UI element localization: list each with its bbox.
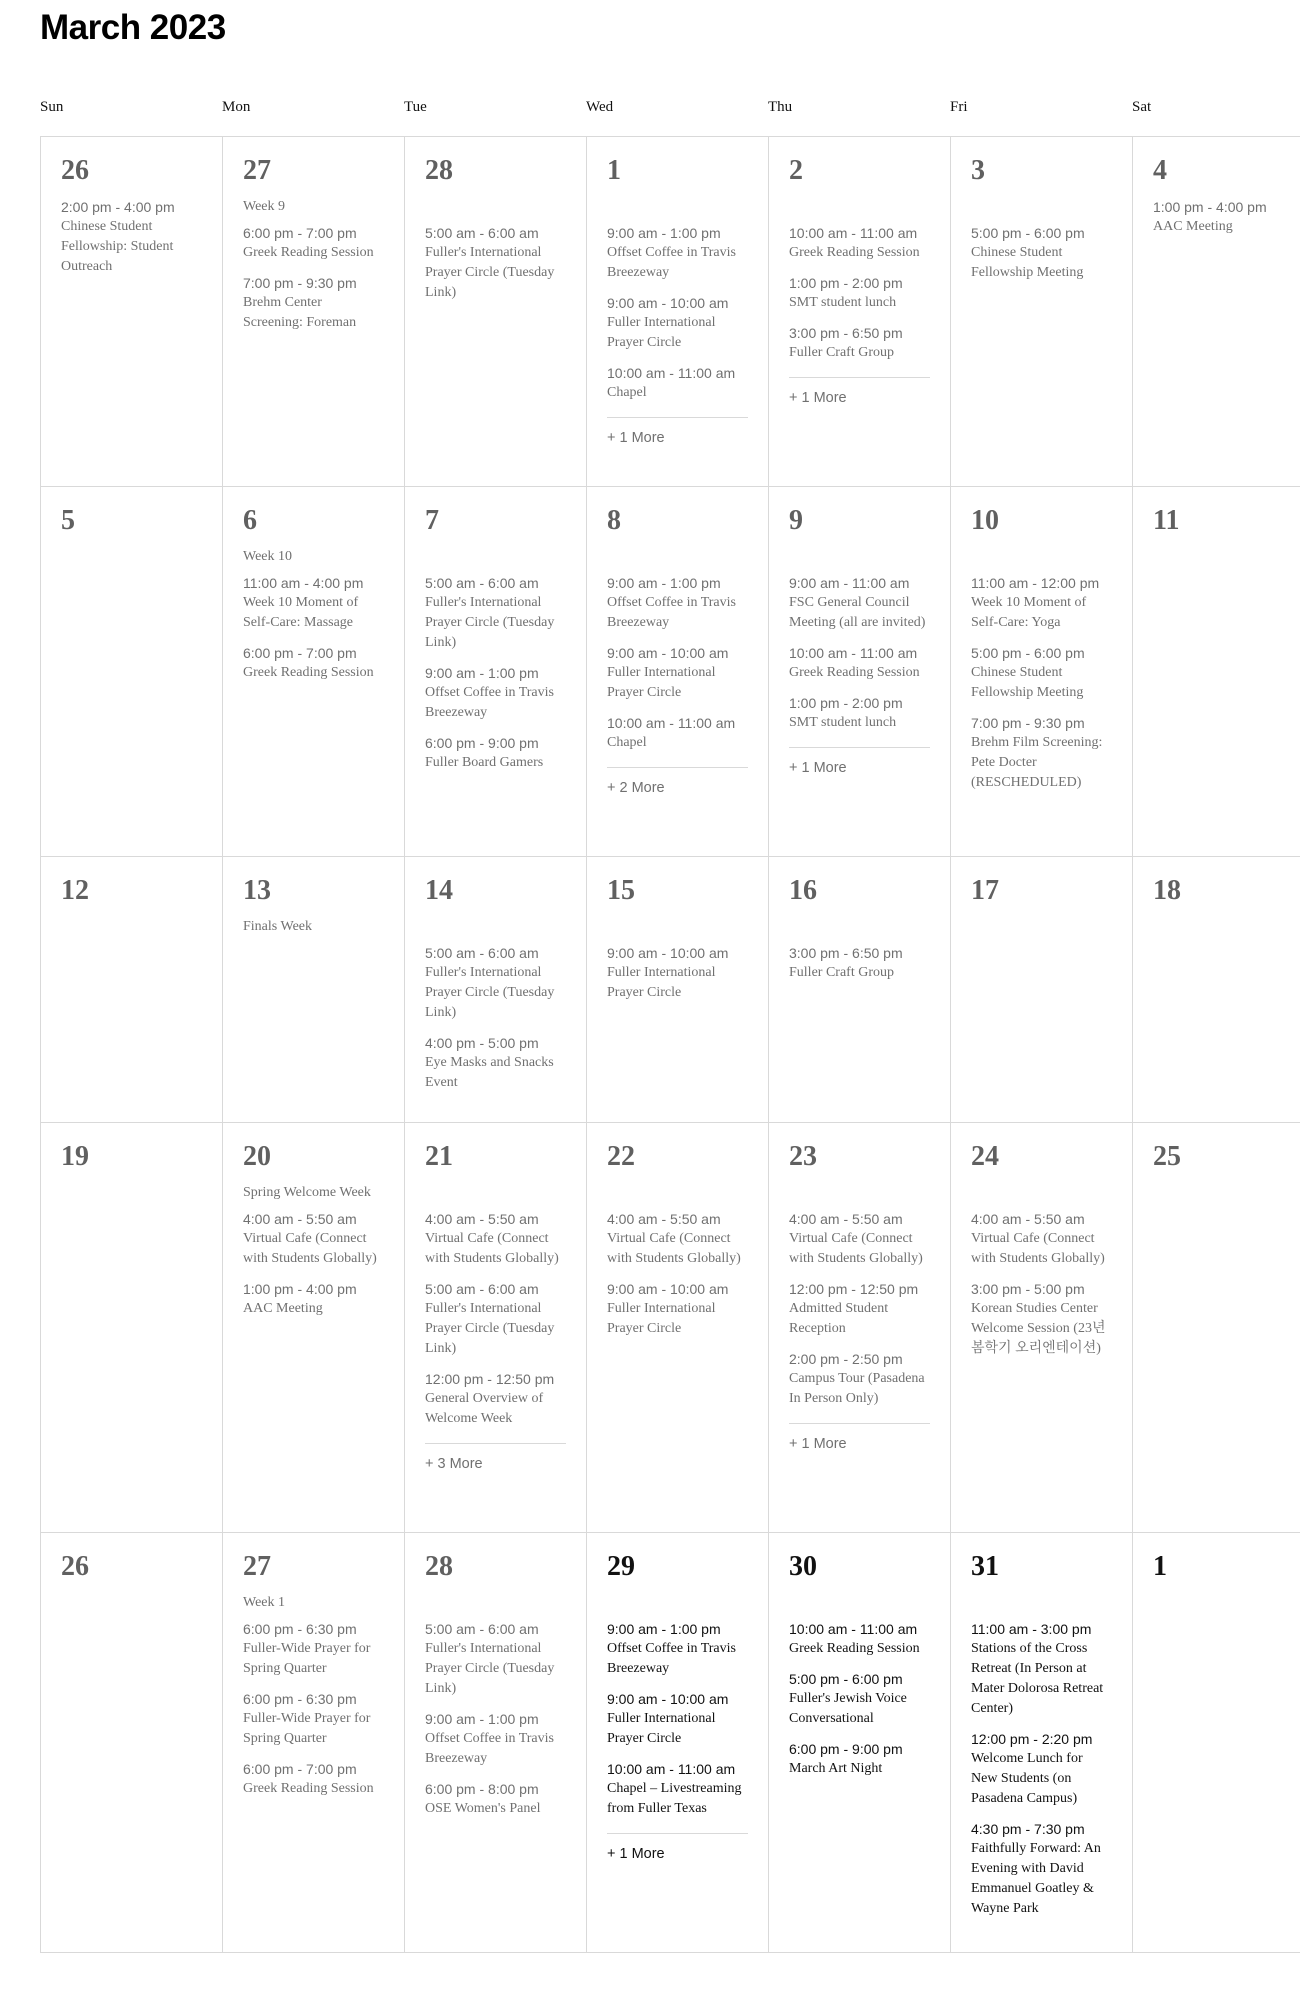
day-cell[interactable] — [769, 1123, 951, 1533]
event-title[interactable]: Virtual Cafe (Connect with Students Globally) — [425, 1231, 559, 1266]
all-day-spacer — [425, 547, 566, 573]
event-time: 6:00 pm - 9:00 pm — [789, 1741, 903, 1757]
event-title[interactable]: Chapel — [607, 385, 647, 400]
event-item[interactable] — [607, 223, 748, 283]
event-title[interactable]: OSE Women's Panel — [425, 1801, 541, 1816]
event-title[interactable]: Week 10 Moment of Self-Care: Yoga — [971, 595, 1087, 630]
event-time: 12:00 pm - 2:20 pm — [971, 1731, 1093, 1747]
day-cell[interactable] — [1133, 1533, 1300, 1953]
more-events-link[interactable]: + 1 More — [789, 747, 930, 778]
day-cell[interactable] — [1133, 857, 1300, 1123]
all-day-spacer — [607, 1183, 748, 1209]
event-time: 6:00 pm - 9:00 pm — [425, 735, 539, 751]
all-day-spacer — [607, 197, 748, 223]
event-item[interactable] — [971, 223, 1112, 283]
day-cell[interactable] — [1133, 487, 1300, 857]
weekday-header: Fri — [950, 99, 968, 115]
event-item[interactable] — [789, 323, 930, 363]
day-cell[interactable] — [405, 487, 587, 857]
day-cell[interactable] — [223, 1533, 405, 1953]
event-title[interactable]: Fuller International Prayer Circle — [607, 965, 716, 1000]
event-time: 10:00 am - 11:00 am — [607, 715, 736, 731]
all-day-event[interactable]: Finals Week — [243, 919, 312, 934]
event-time: 3:00 pm - 6:50 pm — [789, 945, 903, 961]
week-row — [41, 137, 1300, 487]
event-title[interactable]: Fuller's International Prayer Circle (Tuesday Link) — [425, 965, 555, 1020]
event-title[interactable]: Greek Reading Session — [789, 665, 920, 680]
event-time: 4:00 am - 5:50 am — [243, 1211, 357, 1227]
event-time: 6:00 pm - 6:30 pm — [243, 1691, 357, 1707]
all-day-spacer — [607, 547, 748, 573]
day-number[interactable]: 1 — [1153, 1551, 1167, 1582]
event-item[interactable] — [971, 1209, 1112, 1269]
event-title[interactable]: Fuller International Prayer Circle — [607, 1301, 716, 1336]
event-item[interactable] — [607, 1619, 748, 1679]
event-item[interactable] — [971, 1729, 1112, 1809]
event-title[interactable]: Fuller Board Gamers — [425, 755, 544, 770]
event-title[interactable]: Offset Coffee in Travis Breezeway — [607, 245, 736, 280]
event-item[interactable] — [789, 1209, 930, 1269]
event-item[interactable] — [789, 573, 930, 633]
event-time: 4:30 pm - 7:30 pm — [971, 1821, 1085, 1837]
event-title[interactable]: Chinese Student Fellowship Meeting — [971, 665, 1084, 700]
event-item[interactable] — [243, 1759, 384, 1799]
day-number[interactable]: 28 — [425, 155, 453, 186]
more-events-link[interactable]: + 1 More — [607, 417, 748, 448]
event-item[interactable] — [971, 1279, 1112, 1359]
event-time: 4:00 pm - 5:00 pm — [425, 1035, 539, 1051]
all-day-spacer — [971, 197, 1112, 223]
day-cell[interactable] — [41, 1533, 223, 1953]
weekday-header: Thu — [768, 99, 793, 115]
event-item[interactable] — [243, 643, 384, 683]
event-item[interactable] — [789, 943, 930, 983]
day-number[interactable]: 5 — [61, 505, 75, 536]
more-events-link[interactable]: + 1 More — [607, 1833, 748, 1864]
day-number[interactable]: 1 — [607, 155, 621, 186]
event-title[interactable]: SMT student lunch — [789, 715, 897, 730]
event-item[interactable] — [607, 943, 748, 1003]
day-number[interactable]: 28 — [425, 1551, 453, 1582]
event-title[interactable]: Fuller Craft Group — [789, 345, 894, 360]
event-title[interactable]: Fuller's International Prayer Circle (Tuesday Link) — [425, 245, 555, 300]
event-title[interactable]: Offset Coffee in Travis Breezeway — [425, 685, 554, 720]
event-item[interactable] — [789, 1349, 930, 1409]
event-title[interactable]: Eye Masks and Snacks Event — [425, 1055, 554, 1090]
day-cell[interactable] — [223, 137, 405, 487]
all-day-event[interactable]: Week 9 — [243, 199, 286, 214]
day-cell[interactable] — [951, 857, 1133, 1123]
day-cell[interactable] — [41, 487, 223, 857]
all-day-spacer — [971, 547, 1112, 573]
day-number[interactable]: 9 — [789, 505, 803, 536]
event-time: 5:00 am - 6:00 am — [425, 575, 539, 591]
event-time: 11:00 am - 3:00 pm — [971, 1621, 1092, 1637]
event-item[interactable] — [425, 223, 566, 303]
all-day-spacer — [789, 547, 930, 573]
event-item[interactable] — [425, 733, 566, 773]
day-cell[interactable] — [223, 857, 405, 1123]
week-row — [41, 857, 1300, 1123]
day-number[interactable]: 13 — [243, 875, 271, 906]
event-time: 5:00 am - 6:00 am — [425, 1621, 539, 1637]
all-day-spacer — [607, 917, 748, 943]
event-item[interactable] — [971, 643, 1112, 703]
event-time: 12:00 pm - 12:50 pm — [425, 1371, 555, 1387]
event-title[interactable]: Chinese Student Fellowship Meeting — [971, 245, 1084, 280]
day-cell[interactable] — [1133, 137, 1300, 487]
day-cell[interactable] — [405, 137, 587, 487]
day-number[interactable]: 26 — [61, 1551, 89, 1582]
event-item[interactable] — [425, 573, 566, 653]
event-title[interactable]: AAC Meeting — [243, 1301, 323, 1316]
event-time: 2:00 pm - 4:00 pm — [61, 199, 175, 215]
event-title[interactable]: Brehm Film Screening: Pete Docter (RESCHEDULED) — [971, 735, 1103, 790]
event-item[interactable] — [243, 1689, 384, 1749]
event-time: 5:00 am - 6:00 am — [425, 1281, 539, 1297]
event-item[interactable] — [243, 1619, 384, 1679]
day-number[interactable]: 7 — [425, 505, 439, 536]
more-events-link[interactable]: + 3 More — [425, 1443, 566, 1474]
more-events-link[interactable]: + 1 More — [789, 1423, 930, 1454]
event-time: 9:00 am - 10:00 am — [607, 945, 729, 961]
event-title[interactable]: Greek Reading Session — [243, 665, 374, 680]
day-number[interactable]: 11 — [1153, 505, 1180, 536]
event-item[interactable] — [61, 197, 202, 277]
all-day-event[interactable]: Spring Welcome Week — [243, 1185, 371, 1200]
day-number[interactable]: 18 — [1153, 875, 1181, 906]
event-title[interactable]: Offset Coffee in Travis Breezeway — [425, 1731, 554, 1766]
event-time: 6:00 pm - 8:00 pm — [425, 1781, 539, 1797]
event-item[interactable] — [789, 1739, 930, 1779]
event-item[interactable] — [789, 643, 930, 683]
event-item[interactable] — [607, 713, 748, 753]
event-item[interactable] — [789, 223, 930, 263]
event-time: 9:00 am - 1:00 pm — [607, 1621, 721, 1637]
event-title[interactable]: Welcome Lunch for New Students (on Pasadena Campus) — [971, 1751, 1083, 1806]
event-time: 4:00 am - 5:50 am — [971, 1211, 1085, 1227]
event-item[interactable] — [607, 1689, 748, 1749]
day-cell[interactable] — [41, 1123, 223, 1533]
event-title[interactable]: Chapel — [607, 735, 647, 750]
event-time: 1:00 pm - 4:00 pm — [243, 1281, 357, 1297]
week-row — [41, 1123, 1300, 1533]
event-time: 6:00 pm - 7:00 pm — [243, 645, 357, 661]
all-day-spacer — [425, 1593, 566, 1619]
event-time: 10:00 am - 11:00 am — [607, 365, 736, 381]
day-cell[interactable] — [951, 137, 1133, 487]
day-number[interactable]: 20 — [243, 1141, 271, 1172]
event-item[interactable] — [789, 1279, 930, 1339]
event-title[interactable]: Fuller International Prayer Circle — [607, 1711, 716, 1746]
event-item[interactable] — [425, 1779, 566, 1819]
event-title[interactable]: Offset Coffee in Travis Breezeway — [607, 595, 736, 630]
day-number[interactable]: 19 — [61, 1141, 89, 1172]
event-time: 6:00 pm - 7:00 pm — [243, 1761, 357, 1777]
day-cell[interactable] — [41, 857, 223, 1123]
event-title[interactable]: Fuller-Wide Prayer for Spring Quarter — [243, 1711, 371, 1746]
day-number[interactable]: 21 — [425, 1141, 453, 1172]
event-title[interactable]: AAC Meeting — [1153, 219, 1233, 234]
event-item[interactable] — [607, 1759, 748, 1819]
event-item[interactable] — [425, 1369, 566, 1429]
week-row — [41, 1533, 1300, 1953]
day-number[interactable]: 17 — [971, 875, 999, 906]
day-number[interactable]: 25 — [1153, 1141, 1181, 1172]
day-cell[interactable] — [405, 857, 587, 1123]
all-day-spacer — [425, 917, 566, 943]
all-day-spacer — [425, 197, 566, 223]
event-item[interactable] — [607, 1209, 748, 1269]
all-day-event[interactable]: Week 10 — [243, 549, 293, 564]
all-day-spacer — [425, 1183, 566, 1209]
month-title: March 2023 — [40, 8, 226, 47]
event-time: 9:00 am - 11:00 am — [789, 575, 910, 591]
weekday-header: Sun — [40, 99, 64, 115]
event-time: 6:00 pm - 7:00 pm — [243, 225, 357, 241]
day-number[interactable]: 4 — [1153, 155, 1167, 186]
more-events-link[interactable]: + 2 More — [607, 767, 748, 798]
day-number[interactable]: 23 — [789, 1141, 817, 1172]
event-title[interactable]: Fuller's Jewish Voice Conversational — [789, 1691, 907, 1726]
event-title[interactable]: Korean Studies Center Welcome Session (23년 봄학기 오리엔테이션) — [971, 1301, 1106, 1356]
event-title[interactable]: Fuller's International Prayer Circle (Tuesday Link) — [425, 1301, 555, 1356]
event-item[interactable] — [243, 1209, 384, 1269]
event-item[interactable] — [971, 573, 1112, 633]
event-title[interactable]: Fuller-Wide Prayer for Spring Quarter — [243, 1641, 371, 1676]
event-title[interactable]: Virtual Cafe (Connect with Students Globally) — [607, 1231, 741, 1266]
event-time: 5:00 am - 6:00 am — [425, 945, 539, 961]
day-number[interactable]: 15 — [607, 875, 635, 906]
all-day-spacer — [789, 197, 930, 223]
event-item[interactable] — [607, 1279, 748, 1339]
day-cell[interactable] — [769, 487, 951, 857]
event-title[interactable]: Virtual Cafe (Connect with Students Globally) — [971, 1231, 1105, 1266]
event-title[interactable]: Greek Reading Session — [243, 245, 374, 260]
day-number[interactable]: 30 — [789, 1551, 817, 1582]
event-time: 9:00 am - 1:00 pm — [607, 575, 721, 591]
event-time: 9:00 am - 1:00 pm — [425, 1711, 539, 1727]
event-time: 9:00 am - 1:00 pm — [607, 225, 721, 241]
event-time: 3:00 pm - 6:50 pm — [789, 325, 903, 341]
event-item[interactable] — [789, 273, 930, 313]
more-events-link[interactable]: + 1 More — [789, 377, 930, 408]
event-item[interactable] — [607, 293, 748, 353]
event-time: 11:00 am - 4:00 pm — [243, 575, 364, 591]
day-number[interactable]: 27 — [243, 1551, 271, 1582]
day-cell[interactable] — [587, 857, 769, 1123]
event-time: 6:00 pm - 6:30 pm — [243, 1621, 357, 1637]
event-item[interactable] — [971, 1619, 1112, 1719]
day-cell[interactable] — [769, 137, 951, 487]
day-cell[interactable] — [587, 1123, 769, 1533]
weekday-header: Mon — [222, 99, 251, 115]
event-time: 9:00 am - 10:00 am — [607, 1691, 729, 1707]
event-time: 5:00 am - 6:00 am — [425, 225, 539, 241]
weekday-header: Tue — [404, 99, 427, 115]
event-title[interactable]: Admitted Student Reception — [789, 1301, 889, 1336]
event-time: 5:00 pm - 6:00 pm — [971, 225, 1085, 241]
day-cell[interactable] — [587, 137, 769, 487]
event-title[interactable]: Week 10 Moment of Self-Care: Massage — [243, 595, 359, 630]
week-row — [41, 487, 1300, 857]
day-number[interactable]: 6 — [243, 505, 257, 536]
event-item[interactable] — [425, 663, 566, 723]
day-cell[interactable] — [587, 487, 769, 857]
day-number[interactable]: 12 — [61, 875, 89, 906]
event-title[interactable]: General Overview of Welcome Week — [425, 1391, 544, 1426]
day-cell[interactable] — [951, 487, 1133, 857]
event-item[interactable] — [789, 1619, 930, 1659]
event-title[interactable]: Fuller's International Prayer Circle (Tuesday Link) — [425, 595, 555, 650]
event-time: 12:00 pm - 12:50 pm — [789, 1281, 919, 1297]
event-title[interactable]: Fuller International Prayer Circle — [607, 665, 716, 700]
event-item[interactable] — [971, 1819, 1112, 1919]
event-title[interactable]: Stations of the Cross Retreat (In Person at Mater Dolorosa Retreat Center) — [971, 1641, 1104, 1716]
day-cell[interactable] — [951, 1533, 1133, 1953]
day-cell[interactable] — [405, 1533, 587, 1953]
all-day-spacer — [789, 1593, 930, 1619]
event-item[interactable] — [425, 1619, 566, 1699]
all-day-spacer — [971, 1593, 1112, 1619]
day-number[interactable]: 2 — [789, 155, 803, 186]
day-number[interactable]: 14 — [425, 875, 453, 906]
day-cell[interactable] — [405, 1123, 587, 1533]
calendar-grid — [40, 136, 1300, 1953]
event-time: 1:00 pm - 4:00 pm — [1153, 199, 1267, 215]
event-item[interactable] — [243, 573, 384, 633]
event-item[interactable] — [425, 1709, 566, 1769]
day-number[interactable]: 22 — [607, 1141, 635, 1172]
day-cell[interactable] — [769, 1533, 951, 1953]
day-number[interactable]: 10 — [971, 505, 999, 536]
day-number[interactable]: 3 — [971, 155, 985, 186]
event-title[interactable]: Virtual Cafe (Connect with Students Globally) — [789, 1231, 923, 1266]
event-title[interactable]: Faithfully Forward: An Evening with David Emmanuel Goatley & Wayne Park — [971, 1841, 1101, 1916]
event-title[interactable]: Fuller International Prayer Circle — [607, 315, 716, 350]
weekday-header: Sat — [1132, 99, 1152, 115]
day-number[interactable]: 24 — [971, 1141, 999, 1172]
event-item[interactable] — [243, 273, 384, 333]
event-title[interactable]: Greek Reading Session — [243, 1781, 374, 1796]
event-time: 10:00 am - 11:00 am — [789, 645, 918, 661]
event-time: 9:00 am - 10:00 am — [607, 295, 729, 311]
event-title[interactable]: Fuller Craft Group — [789, 965, 894, 980]
day-cell[interactable] — [1133, 1123, 1300, 1533]
event-title[interactable]: Chapel – Livestreaming from Fuller Texas — [607, 1781, 742, 1816]
event-time: 4:00 am - 5:50 am — [607, 1211, 721, 1227]
event-item[interactable] — [425, 1033, 566, 1093]
event-title[interactable]: Campus Tour (Pasadena In Person Only) — [789, 1371, 925, 1406]
event-title[interactable]: Brehm Center Screening: Foreman — [243, 295, 357, 330]
day-cell[interactable] — [41, 137, 223, 487]
day-number[interactable]: 31 — [971, 1551, 999, 1582]
all-day-spacer — [607, 1593, 748, 1619]
event-title[interactable]: Virtual Cafe (Connect with Students Globally) — [243, 1231, 377, 1266]
event-time: 7:00 pm - 9:30 pm — [971, 715, 1085, 731]
day-number[interactable]: 29 — [607, 1551, 635, 1582]
event-item[interactable] — [789, 1669, 930, 1729]
event-item[interactable] — [607, 643, 748, 703]
event-time: 2:00 pm - 2:50 pm — [789, 1351, 903, 1367]
event-time: 1:00 pm - 2:00 pm — [789, 695, 903, 711]
event-title[interactable]: Greek Reading Session — [789, 245, 920, 260]
day-cell[interactable] — [951, 1123, 1133, 1533]
event-item[interactable] — [425, 1209, 566, 1269]
event-title[interactable]: March Art Night — [789, 1761, 883, 1776]
event-title[interactable]: Fuller's International Prayer Circle (Tuesday Link) — [425, 1641, 555, 1696]
event-time: 10:00 am - 11:00 am — [607, 1761, 736, 1777]
event-title[interactable]: Offset Coffee in Travis Breezeway — [607, 1641, 736, 1676]
all-day-spacer — [789, 1183, 930, 1209]
event-time: 10:00 am - 11:00 am — [789, 1621, 918, 1637]
event-title[interactable]: FSC General Council Meeting (all are invited) — [789, 595, 926, 630]
event-item[interactable] — [243, 1279, 384, 1319]
event-item[interactable] — [425, 943, 566, 1023]
event-item[interactable] — [1153, 197, 1281, 237]
all-day-event[interactable]: Week 1 — [243, 1595, 286, 1610]
day-cell[interactable] — [587, 1533, 769, 1953]
day-number[interactable]: 16 — [789, 875, 817, 906]
event-time: 10:00 am - 11:00 am — [789, 225, 918, 241]
event-item[interactable] — [607, 363, 748, 403]
day-cell[interactable] — [223, 1123, 405, 1533]
event-time: 5:00 pm - 6:00 pm — [789, 1671, 903, 1687]
event-time: 9:00 am - 1:00 pm — [425, 665, 539, 681]
day-number[interactable]: 27 — [243, 155, 271, 186]
event-item[interactable] — [607, 573, 748, 633]
event-time: 9:00 am - 10:00 am — [607, 645, 729, 661]
day-number[interactable]: 26 — [61, 155, 89, 186]
day-number[interactable]: 8 — [607, 505, 621, 536]
event-title[interactable]: SMT student lunch — [789, 295, 897, 310]
event-time: 1:00 pm - 2:00 pm — [789, 275, 903, 291]
event-item[interactable] — [971, 713, 1112, 793]
event-item[interactable] — [243, 223, 384, 263]
all-day-spacer — [971, 1183, 1112, 1209]
weekday-header: Wed — [586, 99, 614, 115]
day-cell[interactable] — [769, 857, 951, 1123]
day-cell[interactable] — [223, 487, 405, 857]
event-time: 4:00 am - 5:50 am — [425, 1211, 539, 1227]
event-time: 7:00 pm - 9:30 pm — [243, 275, 357, 291]
all-day-spacer — [789, 917, 930, 943]
event-title[interactable]: Chinese Student Fellowship: Student Outreach — [61, 219, 174, 274]
event-time: 3:00 pm - 5:00 pm — [971, 1281, 1085, 1297]
event-time: 4:00 am - 5:50 am — [789, 1211, 903, 1227]
event-item[interactable] — [789, 693, 930, 733]
event-title[interactable]: Greek Reading Session — [789, 1641, 920, 1656]
event-item[interactable] — [425, 1279, 566, 1359]
event-time: 9:00 am - 10:00 am — [607, 1281, 729, 1297]
event-time: 5:00 pm - 6:00 pm — [971, 645, 1085, 661]
event-time: 11:00 am - 12:00 pm — [971, 575, 1100, 591]
